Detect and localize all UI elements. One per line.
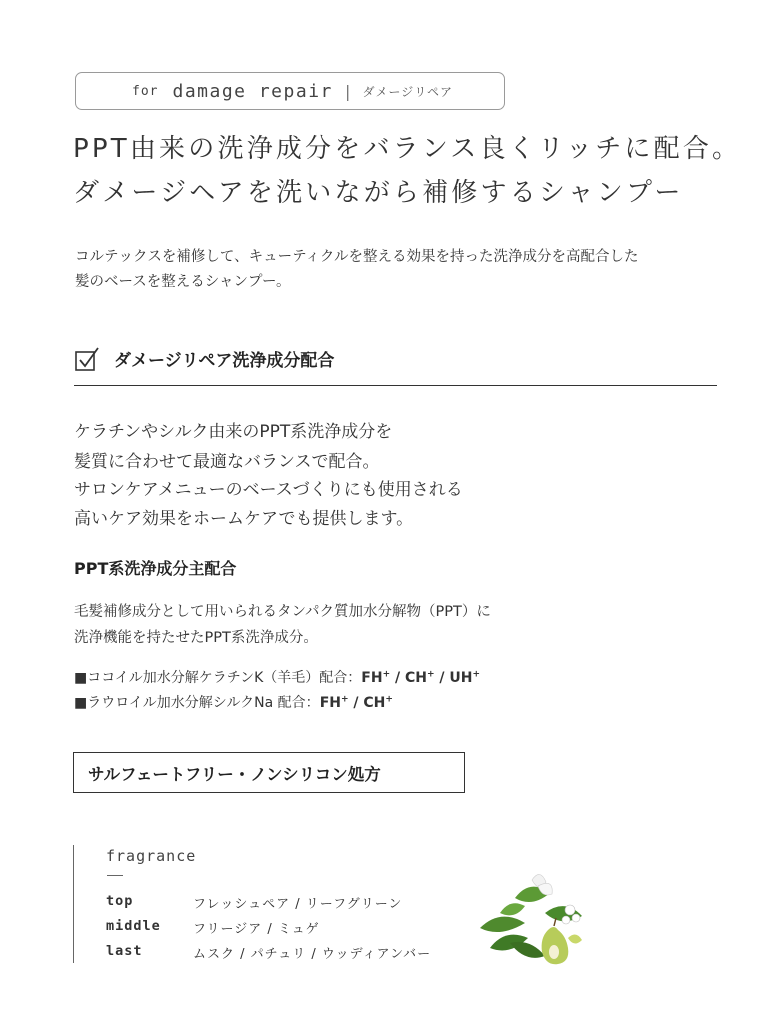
checkbox-icon [74,346,100,372]
ingredient-1: ■ココイル加水分解ケラチンK（羊毛）配合：FH+ / CH+ / UH+ [74,669,481,686]
note-label-top: top [106,893,134,909]
ingredient-1-label-1: FH [361,670,383,686]
sub-desc-line-2: 洗浄機能を持たせたPPT系洗浄成分。 [74,630,318,646]
body-line-2: 髪質に合わせて最適なバランスで配合。 [74,452,380,472]
tag-japanese: ダメージリペア [362,84,454,99]
sub-title: PPT系洗浄成分主配合 [74,559,237,578]
intro-line-1: コルテックスを補修して、キューティクルを整える効果を持った洗浄成分を高配合した [75,249,639,265]
note-label-last: last [106,943,143,959]
ingredient-2-label-2: CH [363,695,386,711]
category-tag [75,72,505,110]
section-title: ダメージリペア洗浄成分配合 [114,351,335,371]
ingredient-1-name: ■ココイル加水分解ケラチンK（羊毛）配合： [74,670,362,686]
ingredient-2: ■ラウロイル加水分解シルクNa 配合：FH+ / CH+ [74,694,393,711]
body-line-1: ケラチンやシルク由来のPPT系洗浄成分を [74,422,393,442]
note-value-middle: フリージア / ミュゲ [193,922,320,937]
ingredient-2-label-1: FH [319,695,341,711]
fragrance-dash [107,875,123,876]
ingredient-2-name: ■ラウロイル加水分解シルクNa 配合： [74,695,320,711]
ingredient-1-label-3: UH [449,670,473,686]
headline-line-1: PPT由来の洗浄成分をバランス良くリッチに配合。 [73,134,742,164]
formula-badge: サルフェートフリー・ノンシリコン処方 [73,752,465,793]
tag-english: damage repair [172,80,333,102]
note-value-last: ムスク / パチュリ / ウッディアンバー [193,947,432,962]
tag-prefix: for [132,83,159,99]
sub-desc-line-1: 毛髪補修成分として用いられるタンパク質加水分解物（PPT）に [74,604,491,620]
botanical-illustration [470,868,590,968]
note-value-top: フレッシュペア / リーフグリーン [193,897,403,912]
headline-line-2: ダメージヘアを洗いながら補修するシャンプー [73,178,684,208]
section-divider [74,385,717,386]
intro-line-2: 髪のベースを整えるシャンプー。 [75,274,291,290]
body-line-3: サロンケアメニューのベースづくりにも使用される [74,480,463,500]
fragrance-vertical-rule [73,845,74,963]
ingredient-1-label-2: CH [405,670,427,686]
note-label-middle: middle [106,918,161,934]
body-line-4: 高いケア効果をホームケアでも提供します。 [74,509,414,529]
fragrance-title: fragrance [106,847,197,865]
tag-separator: | [342,81,353,101]
